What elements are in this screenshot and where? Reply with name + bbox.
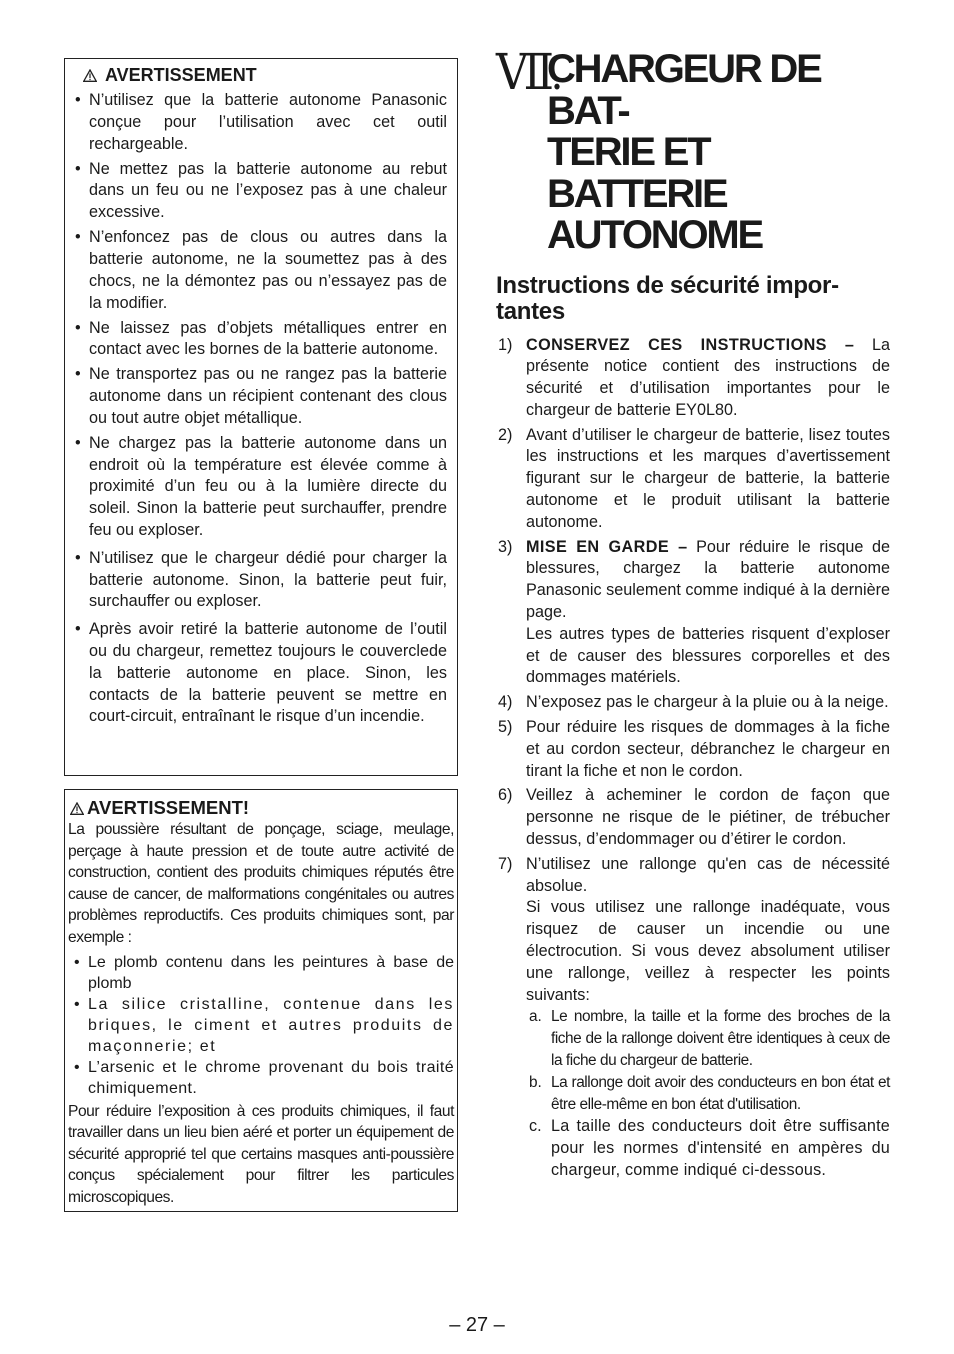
- instruction-list: [496, 335, 890, 1182]
- chemical-list: [72, 952, 454, 1099]
- warning-box-battery: [64, 58, 458, 776]
- warning-triangle-icon: [83, 69, 97, 82]
- list-item: 2) Avant d’utiliser le chargeur de batterie, lisez toutes les instructions et les marques d’avertissement figurant sur le chargeur de batterie, la batterie autonome et le produit utilisant la batterie autonome.: [498, 425, 890, 531]
- right-column: [496, 45, 890, 1185]
- list-item: • La silice cristalline, contenue dans les briques, le ciment et autres produits de maçonnerie; et: [72, 994, 454, 1057]
- warning-triangle-icon: [70, 802, 84, 815]
- warning-list: [73, 90, 447, 728]
- chapter-heading: [496, 45, 890, 257]
- list-item: 3) MISE EN GARDE – Pour réduire le risque de blessures, chargez la batterie autonome Panasonic seulement comme indiqué à la dernière page. Les autres types de batteries risquent d’exploser et de causer des blessures corporelles et des dommages matériels.: [498, 537, 890, 687]
- list-item: • Ne laissez pas d’objets métalliques entrer en contact avec les bornes de la batterie autonome.: [73, 318, 447, 362]
- list-item: • L’arsenic et le chrome provenant du bois traité chimiquement.: [72, 1057, 454, 1099]
- list-item: • Le plomb contenu dans les peintures à base de plomb: [72, 952, 454, 994]
- list-item: 4) N’exposez pas le chargeur à la pluie ou à la neige.: [498, 693, 889, 712]
- list-item: • Après avoir retiré la batterie autonome de l’outil ou du chargeur, remettez toujours le couverclede la batterie autonome en place. Sinon, les contacts de la batterie peuvent se mettre en court-circuit, entraînant le risque d’un incendie.: [73, 619, 447, 728]
- chapter-title: CHARGEUR DE BAT- TERIE ET BATTERIE AUTONOME: [547, 47, 821, 257]
- warning-intro: La poussière résultant de ponçage, sciage, meulage, perçage à haute pression et de toute autre activité de construction, contient des produits chimiques réputés être cause de cancer, de malformations congénitales ou autres problèmes reproductifs. Ces produits chimiques sont, par exemple :: [68, 821, 454, 946]
- list-item: • Ne mettez pas la batterie autonome au rebut dans un feu ou ne l’exposez pas à une chaleur excessive.: [73, 159, 447, 224]
- list-item: • N’utilisez que la batterie autonome Panasonic conçue pour l’utilisation avec cet outil rechargeable.: [73, 90, 447, 155]
- page-number: – 27 –: [449, 1314, 505, 1336]
- list-item: 6) Veillez à acheminer le cordon de façon que personne ne risque de le piétiner, de trébucher dessus, d’endommager ou d’étirer le cordon.: [498, 786, 890, 849]
- list-item: c. La taille des conducteurs doit être suffisante pour les normes d'intensité en ampères du chargeur, comme indiqué ci-dessous.: [529, 1117, 890, 1179]
- warning-outro: Pour réduire l’exposition à ces produits chimiques, il faut travailler dans un lieu bien aéré et porter un équipement de sécurité approprié tel que certains masques anti-poussière conçus spécialement pour filtrer les particules microscopiques.: [68, 1102, 454, 1206]
- extension-cord-list: [526, 1006, 890, 1181]
- list-item: 1) CONSERVEZ CES INSTRUCTIONS – La présente notice contient des instructions de sécurité et d’utilisation importantes pour le chargeur de batterie EY0L80.: [498, 335, 890, 419]
- list-item: • Ne transportez pas ou ne rangez pas la batterie autonome dans un récipient contenant des clous ou tout autre objet métallique.: [73, 364, 447, 429]
- warning-box-dust: [64, 789, 458, 1212]
- list-item: • N’utilisez que le chargeur dédié pour charger la batterie autonome. Sinon, la batterie peut fuir, surchauffer ou exploser.: [73, 548, 447, 613]
- list-item: b. La rallonge doit avoir des conducteurs en bon état et être elle-même en bon état d'utilisation.: [529, 1074, 890, 1113]
- warning-title: AVERTISSEMENT!: [70, 797, 454, 819]
- section-heading: Instructions de sécurité impor- tantes: [496, 271, 839, 325]
- warning-title: AVERTISSEMENT: [83, 65, 447, 86]
- list-item: 5) Pour réduire les risques de dommages à la fiche et au cordon secteur, débranchez le chargeur en tirant la fiche et non le cordon.: [498, 718, 890, 780]
- list-item: 7) N’utilisez une rallonge qu'en cas de nécessité absolue. Si vous utilisez une rallonge inadéquate, vous risquez de causer un incendie ou une électrocution. Si vous devez absolument utiliser une rallonge, veillez à respecter les points suivants: a. Le nombre, la taille et la forme des broches de la fiche de la rallonge doivent être identiques à ceux de la fiche du chargeur de batterie. b. La rallonge doit avoir des conducteurs en bon état et être elle-même en bon état d'utilisation. c. La taille des conducteurs doit être suffisante pour les normes d'intensité en ampères du chargeur, comme indiqué ci-dessous.: [496, 854, 890, 1182]
- chapter-numeral: Ⅶ.: [496, 44, 560, 100]
- list-item: • N’enfoncez pas de clous ou autres dans la batterie autonome, ne la soumettez pas à des chocs, ne la démontez pas ou n’essayez pas de la modifier.: [73, 227, 447, 314]
- list-item: a. Le nombre, la taille et la forme des broches de la fiche de la rallonge doivent être identiques à ceux de la fiche du chargeur de batterie.: [529, 1008, 890, 1069]
- list-item: • Ne chargez pas la batterie autonome dans un endroit où la température est élevée comme à proximité d’un feu ou à la lumière directe du soleil. Sinon la batterie peut surchauffer, prendre feu ou exploser.: [73, 433, 447, 542]
